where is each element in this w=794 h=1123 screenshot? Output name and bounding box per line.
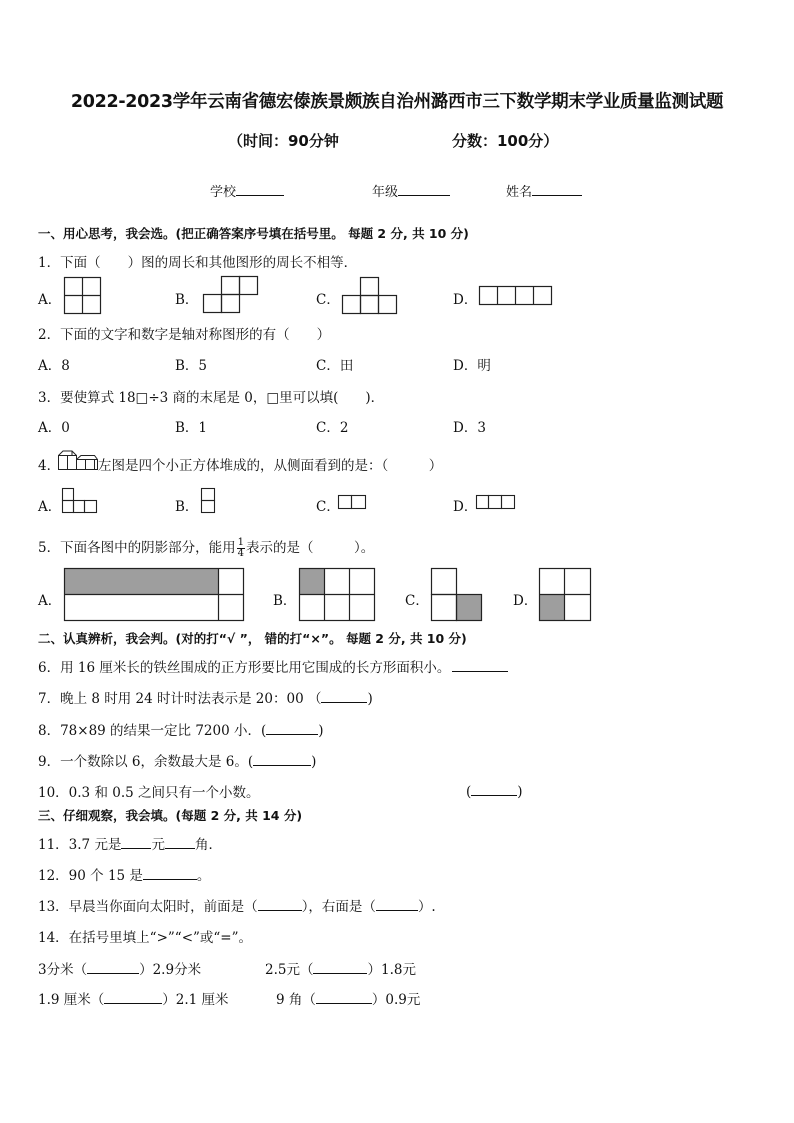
q5-figure-d — [539, 568, 592, 622]
question-8: 8．78×89 的结果一定比 7200 小．( ) — [38, 719, 324, 739]
question-11: 11．3.7 元是 元 角． — [38, 833, 222, 853]
q3-option-b: B．1 — [175, 420, 208, 436]
exam-score: 分数：100分） — [452, 132, 559, 150]
q14-compare-2: 2.5元（ ）1.8元 — [265, 958, 416, 978]
q4-figure-d — [476, 495, 518, 511]
q1-figure-b — [203, 276, 259, 316]
question-10: 10．0.3 和 0.5 之间只有一个小数。 — [38, 785, 260, 801]
q3-option-d: D．3 — [453, 420, 486, 436]
q4-figure-c — [338, 495, 368, 511]
exam-title: 2022-2023学年云南省德宏傣族景颇族自治州潞西市三下数学期末学业质量监测试题 — [70, 92, 724, 112]
q3-option-a: A．0 — [38, 420, 70, 436]
q5-figure-c — [431, 568, 483, 622]
question-2: 2．下面的文字和数字是轴对称图形的有（ ） — [38, 327, 331, 343]
q5-option-d: D． — [513, 593, 538, 609]
q1-option-a: A． — [38, 292, 62, 308]
question-14: 14．在括号里填上“>”“<”或“=”。 — [38, 930, 253, 946]
question-9: 9．一个数除以 6，余数最大是 6。( ) — [38, 750, 316, 770]
q1-option-c: C． — [316, 292, 340, 308]
question-3: 3．要使算式 18□÷3 商的末尾是 0，□里可以填( )． — [38, 390, 385, 406]
question-12: 12．90 个 15 是 。 — [38, 864, 210, 884]
question-7: 7．晚上 8 时用 24 时计时法表示是 20：00 （ ) — [38, 687, 373, 707]
q1-figure-a — [64, 277, 102, 315]
q4-cube-figure — [58, 448, 98, 472]
question-5 — [38, 536, 374, 559]
q2-option-a: A．8 — [38, 358, 70, 374]
q1-option-b: B． — [175, 292, 199, 308]
q4-number: 4． — [38, 458, 61, 474]
school-field: 学校 — [210, 181, 284, 200]
q5-option-b: B． — [273, 593, 297, 609]
q2-option-d: D．明 — [453, 358, 491, 374]
q5-figure-b — [299, 568, 376, 622]
q1-figure-d — [479, 286, 553, 306]
q5-figure-a — [64, 568, 245, 622]
q14-compare-4: 9 角（ ）0.9元 — [276, 988, 420, 1008]
q10-answer-blank: ( ) — [466, 781, 523, 800]
question-4: 左图是四个小正方体堆成的，从侧面看到的是：（ ） — [98, 458, 443, 474]
q4-option-b: B． — [175, 499, 199, 515]
q5-option-c: C． — [405, 593, 429, 609]
section2-heading: 二、认真辨析，我会判。(对的打“√ ”， 错的打“×”。 每题 2 分, 共 10 分) — [38, 631, 467, 646]
q4-option-a: A． — [38, 499, 62, 515]
q2-option-b: B．5 — [175, 358, 208, 374]
q1-figure-c — [341, 277, 399, 317]
q4-option-d: D． — [453, 499, 478, 515]
q14-compare-1: 3分米（ ）2.9分米 — [38, 958, 201, 978]
q1-option-d: D． — [453, 292, 478, 308]
q4-option-c: C． — [316, 499, 340, 515]
q5-option-a: A． — [38, 593, 62, 609]
question-6: 6．用 16 厘米长的铁丝围成的正方形要比用它围成的长方形面积小。 — [38, 656, 508, 676]
q3-option-c: C．2 — [316, 420, 349, 436]
q4-figure-a — [62, 488, 100, 514]
exam-time: （时间：90分钟 — [228, 132, 339, 150]
question-1: 1．下面（ ）图的周长和其他图形的周长不相等． — [38, 255, 358, 271]
q5-prefix: 5．下面各图中的阴影部分，能用 — [38, 540, 236, 556]
grade-field: 年级 — [372, 181, 450, 200]
q5-suffix: 表示的是（ ）。 — [245, 540, 375, 556]
q4-figure-b — [201, 488, 217, 514]
question-13: 13．早晨当你面向太阳时，前面是（ ），右面是（ ）. — [38, 895, 436, 915]
section1-heading: 一、用心思考，我会选。(把正确答案序号填在括号里。 每题 2 分, 共 10 分) — [38, 226, 469, 241]
q2-option-c: C．田 — [316, 358, 354, 374]
q14-compare-3: 1.9 厘米（ ）2.1 厘米 — [38, 988, 229, 1008]
section3-heading: 三、仔细观察，我会填。(每题 2 分, 共 14 分) — [38, 808, 303, 823]
one-quarter-fraction: $\frac{1}{4}$ — [237, 537, 244, 559]
name-field: 姓名 — [506, 181, 582, 200]
